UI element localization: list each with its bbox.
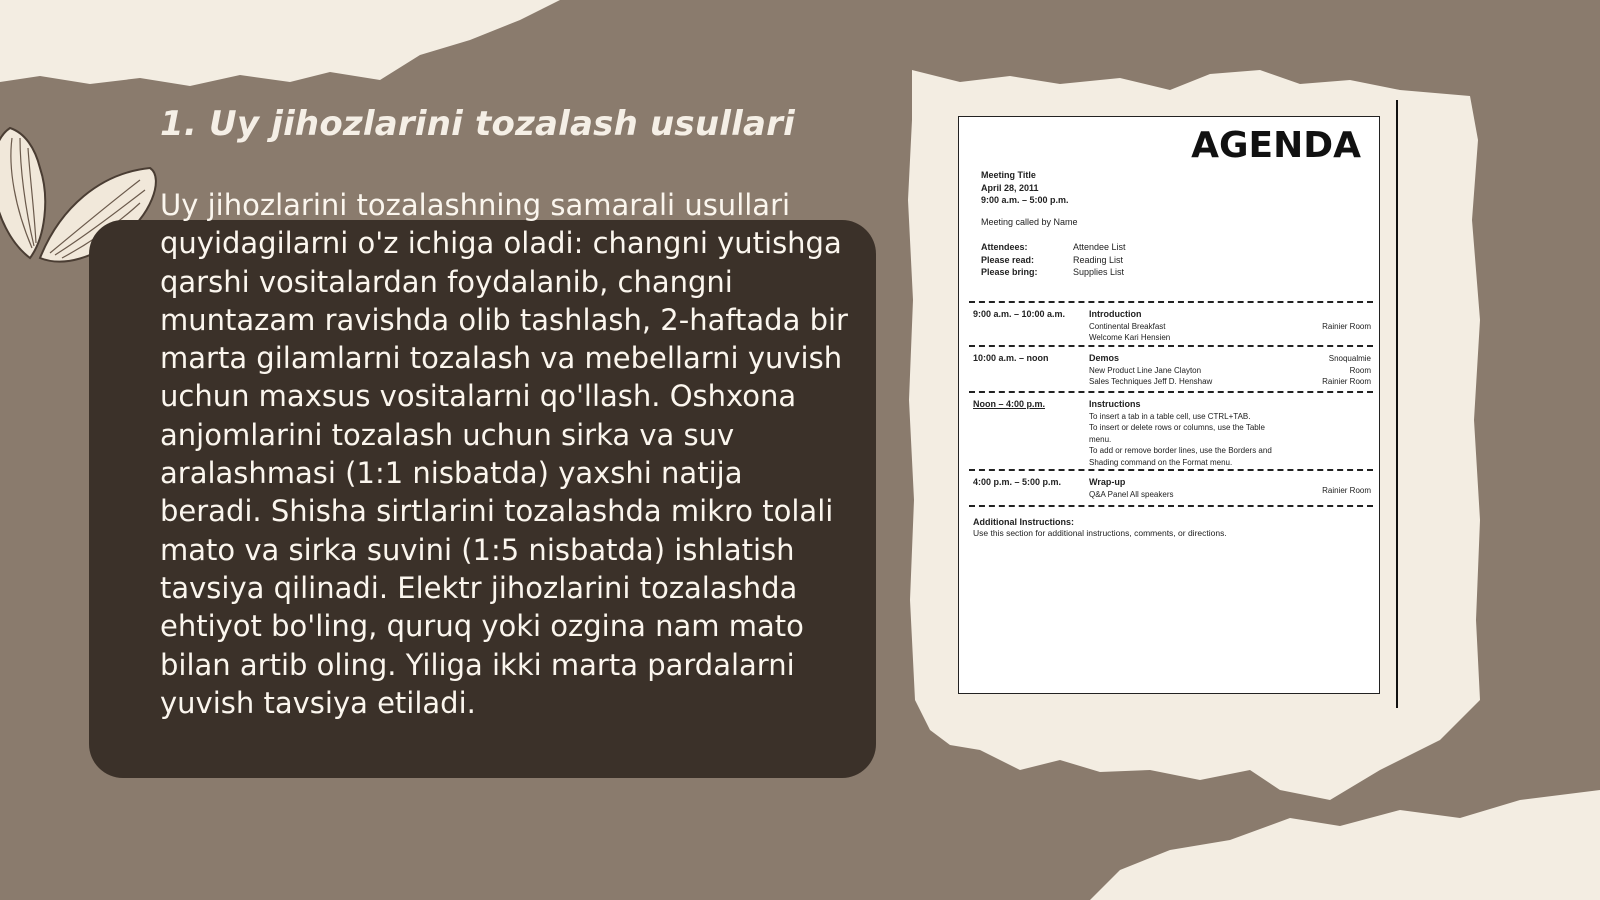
- agenda-document-image: [958, 116, 1380, 694]
- section-line: To insert a tab in a table cell, use CTRL+TAB.: [1089, 411, 1251, 421]
- meeting-time: 9:00 a.m. – 5:00 p.m.: [981, 195, 1069, 205]
- read-label: Please read:: [981, 254, 1035, 265]
- torn-paper-top-left: [0, 0, 560, 86]
- read-value: Reading List: [1073, 254, 1124, 265]
- divider: [969, 391, 1373, 393]
- bring-value: Supplies List: [1073, 267, 1125, 277]
- agenda-heading: AGENDA: [1191, 125, 1361, 166]
- section-line: menu.: [1089, 434, 1112, 444]
- bring-label: Please bring:: [981, 267, 1038, 277]
- additional-head: Additional Instructions:: [973, 517, 1074, 527]
- section-room: Room: [1349, 365, 1371, 375]
- additional-instructions: [973, 517, 1227, 539]
- divider: [969, 469, 1373, 471]
- divider: [969, 345, 1373, 347]
- section-line: Sales Techniques Jeff D. Henshaw: [1089, 377, 1213, 386]
- divider: [969, 505, 1373, 507]
- section-line: To add or remove border lines, use the Borders and: [1089, 446, 1272, 455]
- meeting-title: Meeting Title: [981, 170, 1036, 180]
- document-edge-line: [1396, 100, 1398, 708]
- section-time: Noon – 4:00 p.m.: [973, 399, 1046, 409]
- section-head: Introduction: [1089, 309, 1142, 319]
- section-time: 9:00 a.m. – 10:00 a.m.: [973, 309, 1066, 319]
- section-line: Continental Breakfast: [1089, 321, 1166, 331]
- additional-text: Use this section for additional instructions, comments, or directions.: [973, 528, 1227, 538]
- slide-title: 1. Uy jihozlarini tozalash usullari: [160, 104, 795, 144]
- section-room: Rainier Room: [1322, 377, 1371, 386]
- section-room: Snoqualmie: [1328, 354, 1371, 363]
- section-room: Rainier Room: [1322, 322, 1371, 331]
- section-head: Wrap-up: [1089, 477, 1126, 487]
- section-line: New Product Line Jane Clayton: [1089, 365, 1202, 375]
- agenda-meta: [981, 169, 1069, 207]
- section-line: Q&A Panel All speakers: [1089, 489, 1174, 499]
- divider: [969, 301, 1373, 303]
- torn-paper-bottom-right: [1090, 790, 1600, 900]
- slide-body-text: Uy jihozlarini tozalashning samarali usullari quyidagilarni o'z ichiga oladi: changni yutishga qarshi vositalardan foydalanib, changni muntazam ravishda olib tashlash, 2-haftada bir marta gilamlarni tozalash va mebellarni yuvish uchun maxsus vositalarni qo'llash. Oshxona anjomlarini tozalash uchun sirka va suv aralashmasi (1:1 nisbatda) yaxshi natija beradi. Shisha sirtlarini tozalashda mikro tolali mato va sirka suvini (1:5 nisbatda) ishlatish tavsiya qilinadi. Elektr jihozlarini tozalashda ehtiyot bo'ling, quruq yoki ozgina nam mato bilan artib oling. Yiliga ikki marta pardalarni yuvish tavsiya etiladi.: [160, 188, 848, 720]
- attendees-value: Attendee List: [1073, 242, 1126, 252]
- meeting-called-by: Meeting called by Name: [981, 217, 1078, 227]
- section-line: To insert or delete rows or columns, use the Table: [1089, 423, 1265, 432]
- meeting-date: April 28, 2011: [981, 182, 1039, 193]
- section-time: 10:00 a.m. – noon: [973, 353, 1049, 363]
- attendee-block: [981, 241, 1126, 279]
- attendees-label: Attendees:: [981, 242, 1028, 252]
- section-line: Shading command on the Format menu.: [1089, 457, 1233, 467]
- section-time: 4:00 p.m. – 5:00 p.m.: [973, 477, 1062, 487]
- section-head: Instructions: [1089, 399, 1141, 409]
- section-room: Rainier Room: [1322, 486, 1371, 495]
- section-head: Demos: [1089, 353, 1120, 363]
- section-line: Welcome Kari Hensien: [1089, 333, 1171, 342]
